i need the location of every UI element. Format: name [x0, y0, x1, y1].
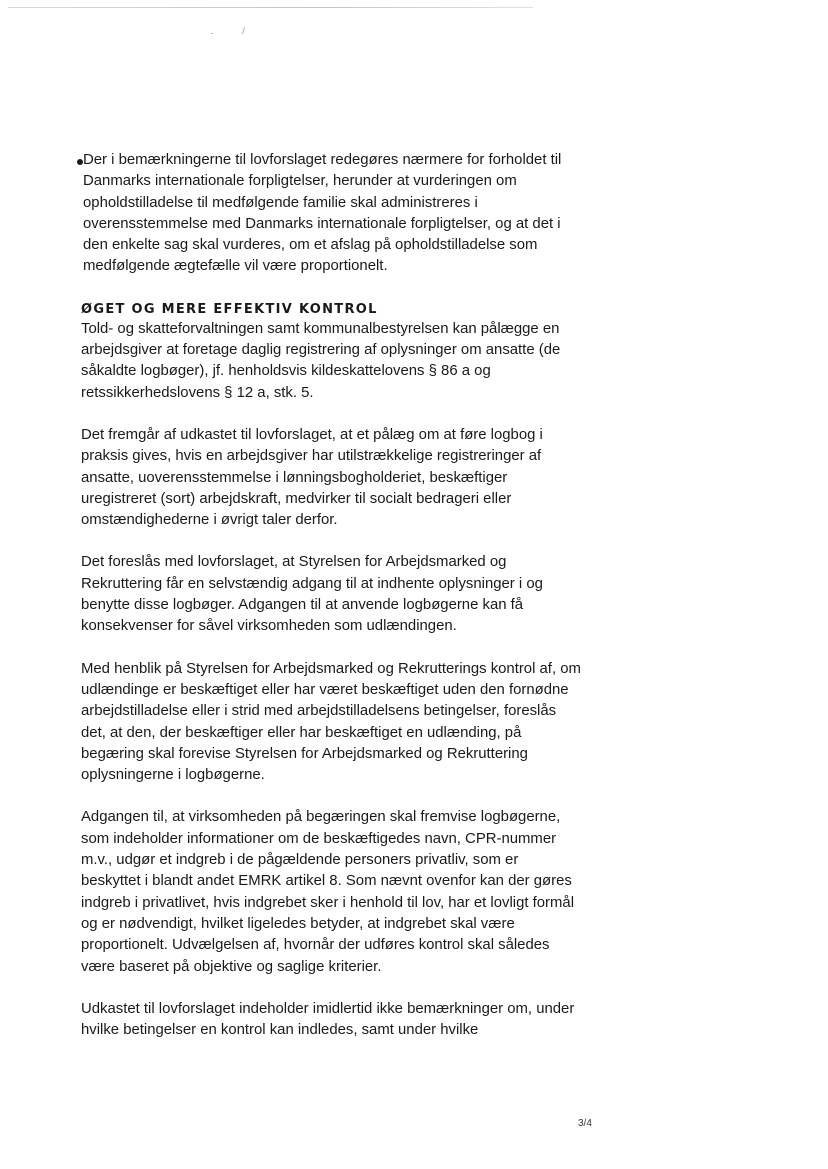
bullet-list-item [81, 150, 581, 278]
page-number: 3/4 [578, 1118, 592, 1129]
paragraph-4: Med henblik på Styrelsen for Arbejdsmarked og Rekrutterings kontrol af, om udlændinge er beskæftiget eller har været beskæftiget uden den fornødne arbejdstilladelse eller i strid med arbejdstilladelsens betingelser, foreslås det, at den, der beskæftiger eller har beskæftiget en udlænding, på begæring skal forevise Styrelsen for Arbejdsmarked og Rekruttering oplysningerne i logbøgerne. [81, 660, 581, 784]
paragraph-5: Adgangen til, at virksomheden på begæringen skal fremvise logbøgerne, som indeholder informationer om de beskæftigedes navn, CPR-nummer m.v., udgør et indgreb i de pågældende personers privatliv, som er beskyttet i blandt andet EMRK artikel 8. Som nævnt ovenfor kan der gøres indgreb i privatlivet, hvis indgrebet sker i henhold til lov, har et lovligt formål og er nødvendigt, hvilket ligeledes betyder, at indgrebet skal være proportionelt. Udvælgelsen af, hvornår der udføres kontrol skal således være baseret på objektive og saglige kriterier. [81, 809, 575, 975]
paragraph-6: Udkastet til lovforslaget indeholder imidlertid ikke bemærkninger om, under hvilke betingelser en kontrol kan indledes, samt under hvilke [81, 1000, 575, 1039]
bullet-text: Der i bemærkningerne til lovforslaget redegøres nærmere for forholdet til Danmarks internationale forpligtelser, herunder at vurderingen om opholdstilladelse til medfølgende familie skal administreres i overensstemmelse med Danmarks internationale forpligtelser, og at det i den enkelte sag skal vurderes, om et afslag på opholdstilladelse som medfølgende ægtefælle vil være proportionelt. [83, 152, 562, 275]
scan-artifact-line [8, 7, 533, 8]
section-heading: ØGET OG MERE EFFEKTIV KONTROL [81, 301, 378, 317]
paragraph-2: Det fremgår af udkastet til lovforslaget, at et pålæg om at føre logbog i praksis gives, hvis en arbejdsgiver har utilstrækkelige registreringer af ansatte, uoverensstemmelse i lønningsbogholderiet, beskæftiger uregistreret (sort) arbejdskraft, medvirker til socialt bedrageri eller omstændighederne i øvrigt taler derfor. [81, 426, 543, 529]
scan-speck [211, 33, 213, 34]
paragraph-1: Told- og skatteforvaltningen samt kommunalbestyrelsen kan pålægge en arbejdsgiver at foretage daglig registrering af oplysninger om ansatte (de såkaldte logbøger), jf. henholdsvis kildeskattelovens § 86 a og retssikkerhedslovens § 12 a, stk. 5. [81, 320, 561, 401]
scan-speck [242, 27, 245, 34]
document-body [81, 150, 581, 1041]
paragraph-3: Det foreslås med lovforslaget, at Styrelsen for Arbejdsmarked og Rekruttering får en selvstændig adgang til at indhente oplysninger i og benytte disse logbøger. Adgangen til at anvende logbøgerne kan få konsekvenser for såvel virksomheden som udlændingen. [81, 554, 543, 635]
